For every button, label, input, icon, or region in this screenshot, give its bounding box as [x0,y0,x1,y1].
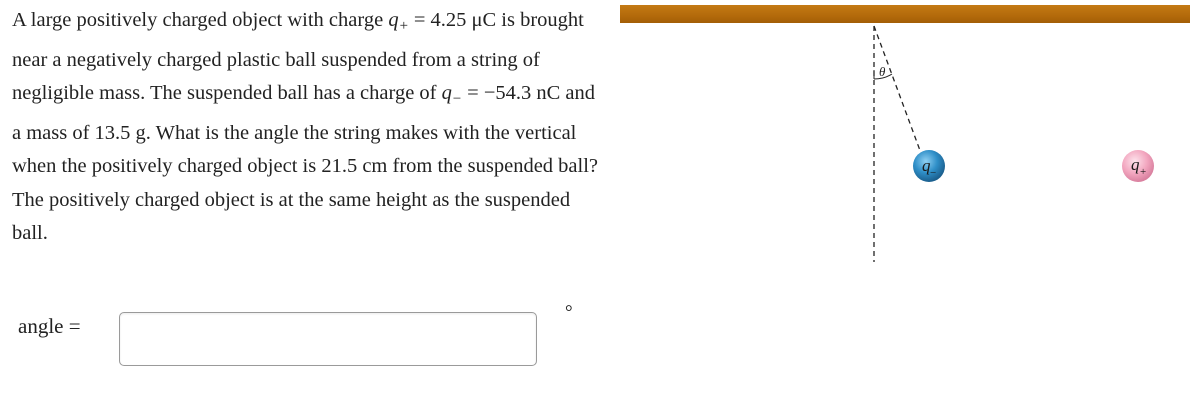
string [874,26,925,164]
problem-text-part-1: A large positively charged object with charge [12,9,389,31]
theta-label: θ [879,64,886,79]
positive-object-label: q [1131,155,1140,174]
positive-object-subscript: + [1140,166,1147,178]
negative-ball-label: q [922,156,931,175]
q-plus-subscript: + [398,18,409,34]
q-minus-symbol: q [441,82,452,104]
problem-text-part-2: = 4.25 μC is brought near a negatively charged plastic ball suspended from a string of negligible mass. The suspended ball has a charge of [12,9,584,104]
negative-ball-subscript: − [930,167,937,179]
degree-unit: ° [565,302,573,323]
q-plus-symbol: q [388,9,399,31]
q-minus-subscript: − [451,91,463,107]
angle-label: angle = [18,314,81,338]
problem-text-part-3: = −54.3 nC and a mass of 13.5 g. What is the angle the string makes with the vertical when the positively charged object is 21.5 cm from the suspended ball? The positively charged object is at the same height as the suspended ball. [12,82,599,244]
